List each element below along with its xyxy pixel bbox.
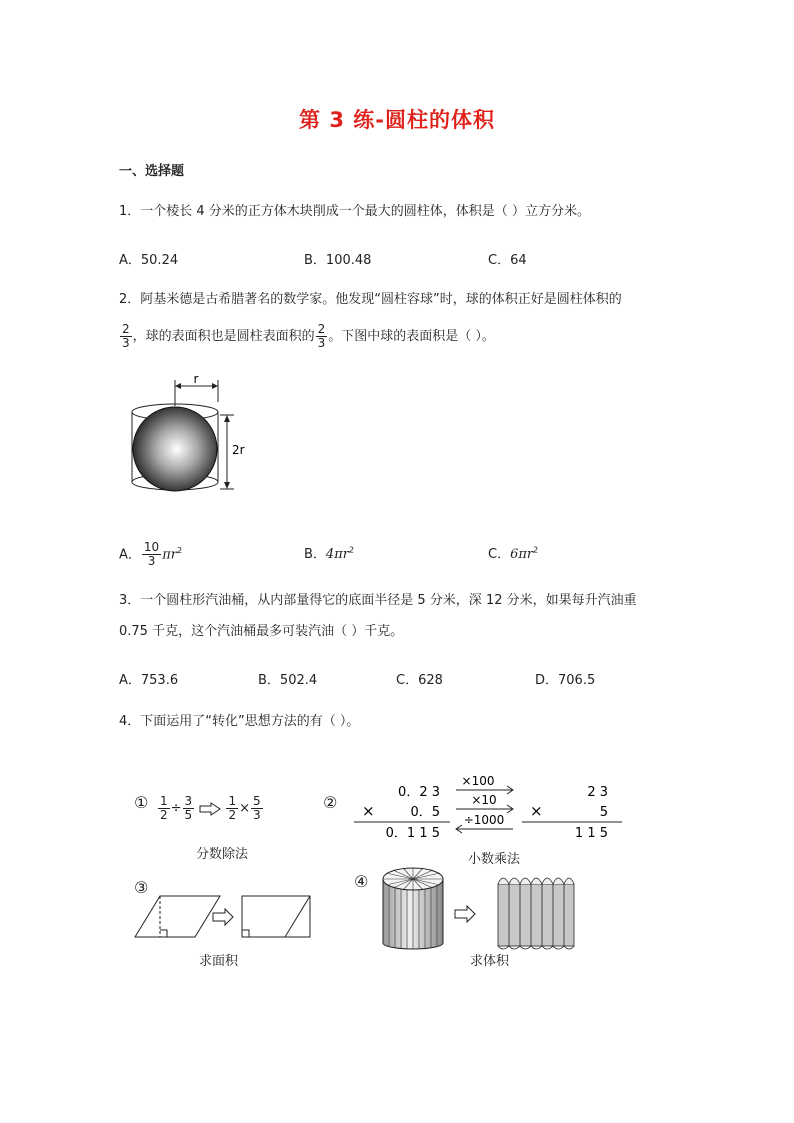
fraction-two-thirds <box>120 323 132 350</box>
sphere-in-cylinder-figure <box>120 372 260 502</box>
parallelogram-transform-figure <box>130 892 320 942</box>
page-title: 第 3 练-圆柱的体积 <box>299 108 495 132</box>
frac-num: 10 <box>143 540 160 555</box>
exponent: 2 <box>533 545 539 555</box>
frac-num: 2 <box>122 322 130 336</box>
frac-den: 3 <box>253 808 261 822</box>
fraction-ten-thirds <box>142 541 161 568</box>
fig2-marker: ② <box>323 793 338 812</box>
fig2-caption: 小数乘法 <box>468 852 521 867</box>
cylinder-transform-figure <box>378 862 578 952</box>
exponent: 2 <box>176 546 183 555</box>
fig1-marker: ① <box>134 793 149 812</box>
fig3-marker: ③ <box>134 878 149 897</box>
q2-option-a[interactable] <box>119 534 182 572</box>
frac-den: 2 <box>228 808 237 822</box>
frac-den: 3 <box>317 336 326 350</box>
hollow-arrow-icon <box>199 802 221 816</box>
q2-option-c[interactable] <box>488 543 538 562</box>
frac-num: 1 <box>160 794 168 808</box>
section-heading: 一、选择题 <box>119 164 185 179</box>
divide-sign: ÷ <box>170 801 182 816</box>
radius-label: r <box>193 372 199 386</box>
fraction-two-thirds-2 <box>316 323 328 350</box>
question-4-text: 4．下面运用了“转化”思想方法的有（ ）。 <box>119 714 360 729</box>
right-mid: 5 <box>599 805 608 820</box>
left-mid: 0．5 <box>410 805 440 820</box>
height-label: 2r <box>232 443 245 457</box>
frac-den: 2 <box>160 808 168 822</box>
frac-num: 2 <box>317 322 326 336</box>
frac-num: 1 <box>228 794 237 808</box>
arrow3-label: ÷1000 <box>463 813 505 827</box>
q2-option-a-label: A． <box>119 547 141 563</box>
left-result: 0．1 1 5 <box>385 826 440 841</box>
q2-option-c-label: C． <box>488 547 511 562</box>
q2-option-a-pi: πr <box>162 547 177 563</box>
question-1-text: 1．一个棱长 4 分米的正方体木块削成一个最大的圆柱体，体积是（ ）立方分米。 <box>119 204 590 219</box>
q3-option-c[interactable]: C．628 <box>396 673 443 688</box>
q2-option-b-label: B． <box>304 547 326 562</box>
fig1-caption: 分数除法 <box>196 847 249 862</box>
q1-option-b[interactable]: B．100.48 <box>304 253 372 268</box>
fraction <box>226 795 238 822</box>
q2-text-a: ，球的表面积也是圆柱表面积的 <box>132 329 315 344</box>
q2-text-b: 。下图中球的表面积是（ ）。 <box>328 329 495 344</box>
q2-option-c-text: 6πr <box>510 547 534 562</box>
exponent: 2 <box>348 545 355 555</box>
arrow2-label: ×10 <box>471 793 497 807</box>
times-sign: × <box>239 801 251 816</box>
q3-option-a[interactable]: A．753.6 <box>119 673 179 688</box>
question-3-line-2: 0.75 千克，这个汽油桶最多可装汽油（ ）千克。 <box>119 624 404 639</box>
q2-option-b[interactable] <box>304 543 354 562</box>
fig4-marker: ④ <box>354 872 369 891</box>
question-2-line-1: 2．阿基米德是古希腊著名的数学家。他发现“圆柱容球”时，球的体积正好是圆柱体积的 <box>119 292 622 307</box>
fraction <box>183 795 195 822</box>
q1-option-c[interactable]: C．64 <box>488 253 527 268</box>
decimal-multiplication-figure <box>350 772 630 842</box>
frac-num: 3 <box>184 794 193 808</box>
fraction <box>158 795 170 822</box>
fig3-caption: 求面积 <box>199 954 239 969</box>
left-top: 0．2 3 <box>398 785 440 800</box>
fraction <box>251 795 263 822</box>
question-2-line-2 <box>119 322 495 352</box>
right-times: × <box>530 802 543 820</box>
q1-option-a[interactable]: A．50.24 <box>119 253 179 268</box>
q2-option-b-text: 4πr <box>325 547 349 562</box>
right-top: 2 3 <box>587 785 608 800</box>
frac-den: 5 <box>184 808 193 822</box>
left-times: × <box>362 802 375 820</box>
frac-num: 5 <box>253 794 261 808</box>
q3-option-d[interactable]: D．706.5 <box>535 673 596 688</box>
frac-den: 3 <box>122 336 130 350</box>
arrow1-label: ×100 <box>461 774 495 788</box>
right-result: 1 1 5 <box>574 826 608 841</box>
fig4-caption: 求体积 <box>470 954 510 969</box>
question-3-line-1: 3．一个圆柱形汽油桶，从内部量得它的底面半径是 5 分米，深 12 分米，如果每升汽油重 <box>119 593 637 608</box>
q3-option-b[interactable]: B．502.4 <box>258 673 318 688</box>
fig1-expression <box>157 795 264 822</box>
frac-den: 3 <box>147 554 156 569</box>
